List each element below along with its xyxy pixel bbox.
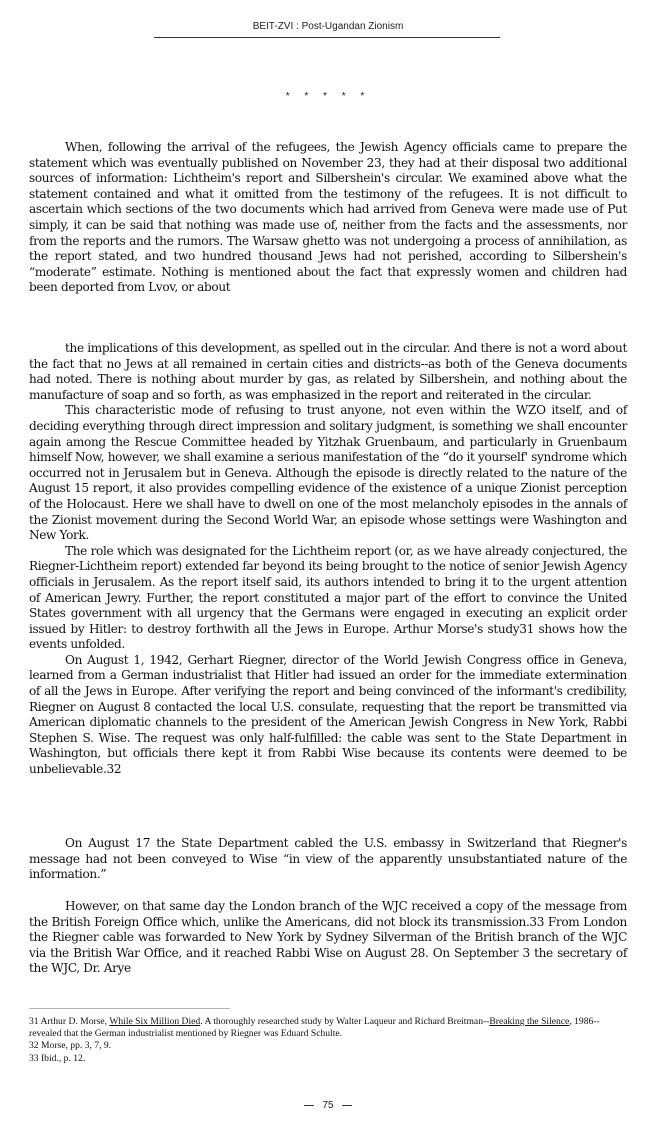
body-block-1 (29, 140, 627, 296)
footnotes (29, 1016, 629, 1065)
page-number: 75 (322, 1100, 334, 1111)
dash-left (304, 1105, 314, 1106)
footnote-31-title-breaking-the-silence: Breaking the Silence (489, 1016, 570, 1027)
footnote-31-tail: , 1986-- revealed that the German industrialist mentioned by Riegner was Eduard Schulte. (29, 1016, 600, 1040)
dash-right (342, 1105, 352, 1106)
paragraph-1: When, following the arrival of the refugees, the Jewish Agency officials came to prepare the statement which was eventually published on November 23, they had at their disposal two additional sources of information: Lichtheim's report and Silbershein's circular. We examined above what the statement contained and what it omitted from the testimony of the refugees. It is not difficult to ascertain which sections of the two documents which had arrived from Geneva were made use of Put simply, it can be said that nothing was made use of, neither from the facts and the assessments, nor from the reports and the rumors. The Warsaw ghetto was not undergoing a process of annihilation, as the report stated, and two hundred thousand Jews had not perished, according to Silbershein's “moderate” estimate. Nothing is mentioned about the fact that expressly women and children had been deported from Lvov, or about (29, 140, 627, 295)
footnote-31-middle: . A thoroughly researched study by Walter Laqueur and Richard Breitman-- (200, 1016, 490, 1027)
paragraph-7: However, on that same day the London branch of the WJC received a copy of the message from the British Foreign Office which, unlike the Americans, did not block its transmission.33 From London the Riegner cable was forwarded to New York by Sydney Silverman of the British branch of the WJC via the British War Office, and it reached Rabbi Wise on August 28. On September 3 the secretary of the WJC, Dr. Arye (29, 899, 627, 976)
body-block-3 (29, 836, 627, 883)
body-block-4 (29, 899, 627, 977)
paragraph-3: This characteristic mode of refusing to trust anyone, not even within the WZO itself, and of deciding everything through direct impression and solitary judgment, is something we shall encounter again among the Rescue Committee headed by Yitzhak Gruenbaum, and particularly in Gruenbaum himself Now, however, we shall examine a serious manifestation of the “do it yourself' syndrome which occurred not in Jerusalem but in Geneva. Although the episode is directly related to the nature of the August 15 report, it also provides compelling evidence of the existence of a unique Zionist perception of the Holocaust. Here we shall have to dwell on one of the most melancholy episodes in the annals of the Zionist movement during the Second World War, an episode whose settings were Washington and New York. (29, 403, 627, 543)
paragraph-2: the implications of this development, as spelled out in the circular. And there is not a word about the fact that no Jews at all remained in certain cities and districts--as both of the Geneva documents had noted. There is nothing about murder by gas, as related by Silbershein, and nothing about the manufacture of soap and so forth, as was emphasized in the report and reiterated in the circular. (29, 341, 627, 402)
paragraph-6: On August 17 the State Department cabled the U.S. embassy in Switzerland that Riegner's message had not been conveyed to Wise “in view of the apparently unsubstantiated nature of the information.” (29, 836, 627, 882)
header-rule (154, 37, 500, 38)
footnote-32: 32 Morse, pp. 3, 7, 9. (29, 1040, 112, 1052)
footnote-31-title-while-six-million-died: While Six Million Died (109, 1016, 201, 1027)
paragraph-5: On August 1, 1942, Gerhart Riegner, director of the World Jewish Congress office in Geneva, learned from a German industrialist that Hitler had issued an order for the immediate extermination of all the Jews in Europe. After verifying the report and being convinced of the informant's credibility, Riegner on August 8 contacted the local U.S. consulate, requesting that the report be transmitted via American diplomatic channels to the president of the American Jewish Congress in New York, Rabbi Stephen S. Wise. The request was only half-fulfilled: the cable was sent to the State Department in Washington, but officials there kept it from Rabbi Wise because its contents were deemed to be unbelievable.32 (29, 652, 627, 777)
footnote-separator (29, 1008, 230, 1009)
page-number-footer (0, 1100, 656, 1111)
footnote-31-lead: Arthur D. Morse, (40, 1016, 108, 1027)
footnote-33: 33 Ibid., p. 12. (29, 1052, 86, 1064)
running-header: BEIT-ZVI : Post-Ugandan Zionism (252, 21, 404, 32)
section-break: * * * * * (285, 91, 371, 102)
paragraph-4: The role which was designated for the Lichtheim report (or, as we have already conjectured, the Riegner-Lichtheim report) extended far beyond its being brought to the notice of senior Jewish Agency officials in Jerusalem. As the report itself said, its authors intended to bring it to the urgent attention of American Jewry. Further, the report constituted a major part of the effort to convince the United States government with all urgency that the Germans were engaged in executing an explicit order issued by Hitler: to destroy forthwith all the Jews in Europe. Arthur Morse's study31 shows how the events unfolded. (29, 543, 627, 652)
body-block-2 (29, 341, 627, 778)
footnote-31 (29, 1016, 629, 1040)
footnote-31-number: 31 (29, 1016, 39, 1027)
